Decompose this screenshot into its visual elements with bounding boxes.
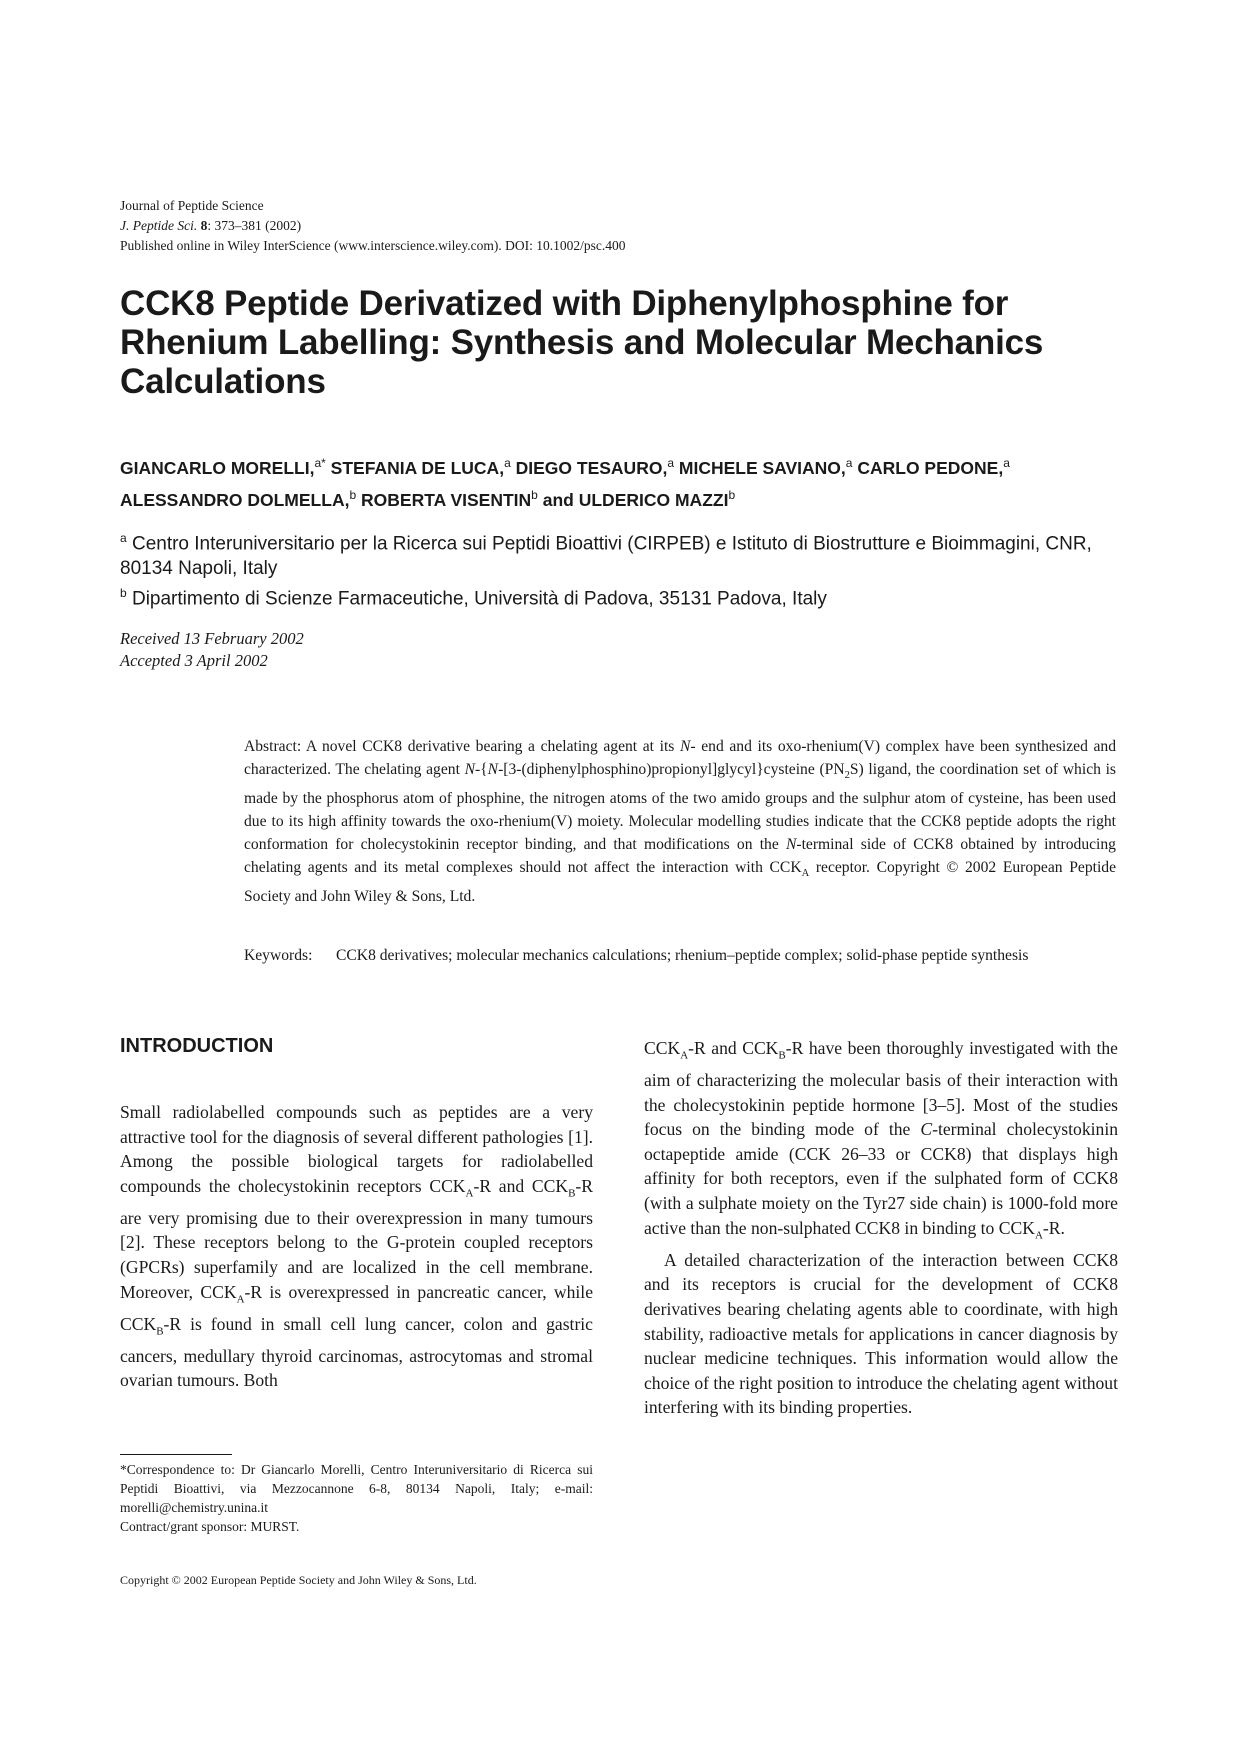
paragraph: A detailed characterization of the interaction between CCK8 and its receptors is crucial for the development of CCK8 derivatives bearing chelating agents able to coordinate, with high stability, radioactive metals for applications in cancer diagnosis by nuclear medicine techniques. This information would allow the choice of the right position to introduce the chelating agent without interfering with its binding properties. [644, 1249, 1118, 1418]
citation-volume: 8 [200, 218, 208, 233]
abstract: Abstract: A novel CCK8 derivative bearing a chelating agent at its N- end and its oxo-rhenium(V) complex have been synthesized and characterized. The chelating agent N-{N-[3-(diphenylphosphino)propionyl]glycyl}cysteine $(PN_2S)$ ligand, the coordination set of which is made by the phosphorus atom of phosphine, the nitrogen atoms of the two amido groups and the sulphur atom of cysteine, has been used due to its high affinity towards the oxo-rhenium(V) moiety. Molecular modelling studies indicate that the CCK8 peptide adopts the right conformation for cholecystokinin receptor binding, and that modifications on the N-terminal side of CCK8 obtained by introducing chelating agents and its metal complexes should not affect the interaction with $CCK_A$ receptor. Copyright © 2002 European Peptide Society and John Wiley & Sons, Ltd. [244, 738, 1116, 906]
article-title: CCK8 Peptide Derivatized with Diphenylphosphine for Rhenium Labelling: Synthesis and Molecular Mechanics Calculations [120, 284, 1044, 401]
keywords [244, 944, 1116, 967]
accepted-date: Accepted 3 April 2002 [120, 651, 268, 670]
correspondence: *Correspondence to: Dr Giancarlo Morelli, Centro Interuniversitario di Ricerca sui Peptidi Bioattivi, via Mezzocannone 6-8, 80134 Napoli, Italy; e-mail: morelli@chemistry.unina.it [120, 1462, 593, 1515]
abstract-label: Abstract: [244, 738, 302, 755]
author: ULDERICO MAZZI$^b$ [578, 487, 736, 510]
journal-name: Journal of Peptide Science [120, 198, 264, 213]
author: STEFANIA DE LUCA,$^a$ [330, 456, 511, 478]
body-column-right [644, 1036, 1118, 1420]
affiliations [120, 526, 1140, 612]
received-date: Received 13 February 2002 [120, 629, 304, 648]
page-footer: Copyright © 2002 European Peptide Society and John Wiley & Sons, Ltd. [120, 1573, 477, 1587]
footnote-rule [120, 1454, 232, 1455]
paragraph: $CCK_A-R$ and $CCK_B-R$ have been thoroughly investigated with the aim of characterizing the molecular basis of their interaction with the cholecystokinin peptide hormone [3–5]. Most of the studies focus on the binding mode of the C-terminal cholecystokinin octapeptide amide (CCK 26–33 or CCK8) that displays high affinity for both receptors, even if the sulphated form of CCK8 (with a sulphate moiety on the Tyr27 side chain) is 1000-fold more active than the non-sulphated CCK8 in binding to $CCK_A-R$. [644, 1038, 1118, 1242]
author: MICHELE SAVIANO,$^a$ [678, 456, 853, 478]
author: CARLO PEDONE,$^a$ [857, 456, 1010, 478]
citation-pages: : 373–381 (2002) [207, 218, 302, 233]
author-list [120, 450, 1140, 514]
body-column-left [120, 1100, 593, 1393]
paragraph: Small radiolabelled compounds such as peptides are a very attractive tool for the diagnosis of several different pathologies [1]. Among the possible biological targets for radiolabelled compounds the cholecystokinin receptors $CCK_A-R$ and $CCK_B-R$ are very promising due to their overexpression in many tumours [2]. These receptors belong to the G-protein coupled receptors (GPCRs) superfamily and are localized in the cell membrane. Moreover, $CCK_A-R$ is overexpressed in pancreatic cancer, while $CCK_B-R$ is found in small cell lung cancer, colon and gastric cancers, medullary thyroid carcinomas, astrocytomas and stromal ovarian tumours. Both [120, 1102, 594, 1391]
section-heading: INTRODUCTION [120, 1035, 274, 1057]
author: ALESSANDRO DOLMELLA,$^b$ [120, 487, 357, 510]
footnote [120, 1460, 593, 1536]
affiliation: $^a$ Centro Interuniversitario per la Ricerca sui Peptidi Bioattivi (CIRPEB) e Istituto di Biostrutture e Bioimmagini, CNR, 80134 Napoli, Italy [120, 531, 1092, 580]
author: DIEGO TESAURO,$^a$ [515, 456, 674, 478]
citation-prefix: J. Peptide Sci. [120, 218, 198, 233]
journal-citation [120, 216, 625, 236]
author: GIANCARLO MORELLI,$^{a*}$ [120, 456, 326, 478]
article-dates [120, 628, 304, 672]
keywords-label: Keywords: [244, 947, 313, 964]
grant-sponsor: Contract/grant sponsor: MURST. [120, 1519, 300, 1534]
author: ROBERTA VISENTIN$^b$ and [361, 487, 574, 510]
published-online: Published online in Wiley InterScience (www.interscience.wiley.com). DOI: 10.1002/psc.400 [120, 238, 626, 253]
keywords-text: CCK8 derivatives; molecular mechanics calculations; rhenium–peptide complex; solid-phase peptide synthesis [336, 947, 1029, 964]
affiliation: $^b$ Dipartimento di Scienze Farmaceutiche, Università di Padova, 35131 Padova, Italy [120, 586, 827, 610]
journal-header [120, 196, 625, 256]
